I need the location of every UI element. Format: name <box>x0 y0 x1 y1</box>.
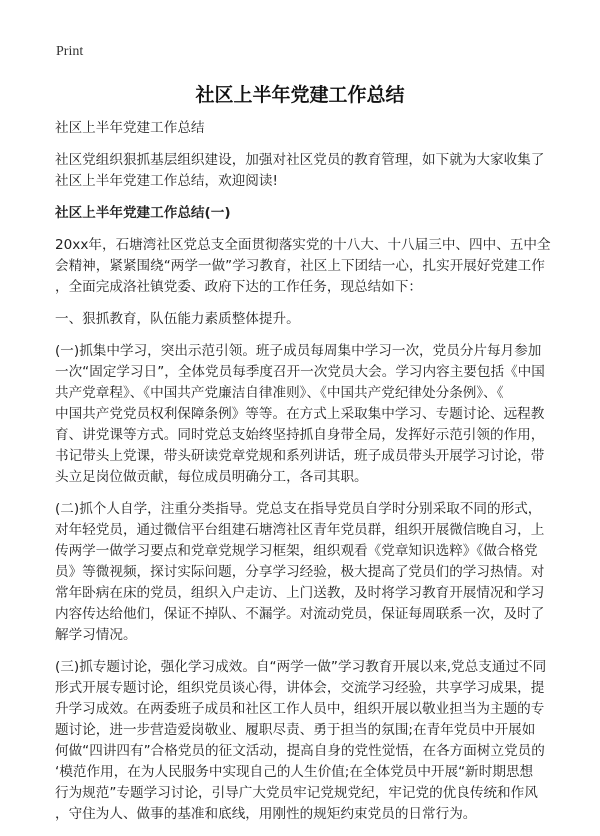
text-line: 常年卧病在床的党员，组织入户走访、上门送教，及时将学习教育开展情况和学习 <box>55 585 545 601</box>
text-line: 一次“固定学习日”，全体党员每季度召开一次党员大会。学习内容主要包括《中国 <box>55 364 545 380</box>
text-line: 传两学一做学习要点和党章党规学习框架，组织观看《党章知识选粹》《做合格党 <box>55 543 538 559</box>
text-line: 内容传达给他们，保证不掉队、不漏学。对流动党员，保证每周联系一次，及时了 <box>55 606 545 622</box>
paragraph <box>55 341 555 488</box>
text-line: 共产党章程》、《中国共产党廉洁自律准则》、《中国共产党纪律处分条例》、《 <box>55 385 504 401</box>
text-line: 育、讲党课等方式。同时党总支始终坚持抓自身带全局，发挥好示范引领的作用， <box>55 427 545 443</box>
text-line: 员》等微视频，探讨实际问题，分享学习经验，极大提高了党员们的学习热情。对 <box>55 564 545 580</box>
text-line: 中国共产党党员权利保障条例》等等。在方式上采取集中学习、专题讨论、远程教 <box>55 406 545 422</box>
text-line: 20xx年，石塘湾社区党总支全面贯彻落实党的十八大、十八届三中、四中、五中全 <box>55 237 551 253</box>
text-line: 形式开展专题讨论，组织党员谈心得，讲体会，交流学习经验，共享学习成果，提 <box>55 680 545 696</box>
paragraph <box>55 309 555 330</box>
text-line: 一、狠抓教育，队伍能力素质整体提升。 <box>55 311 300 327</box>
section-heading <box>55 203 555 224</box>
paragraph <box>55 235 555 298</box>
text-line: (二)抓个人自学，注重分类指导。党总支在指导党员自学时分别采取不同的形式， <box>55 501 542 517</box>
text-line: 升学习成效。在两委班子成员和社区工作人员中，组织开展以敬业担当为主题的专 <box>55 701 545 717</box>
text-line: 何做“四讲四有”合格党员的征文活动，提高自身的党性觉悟，在各方面树立党员的 <box>55 743 545 759</box>
text-line: 头立足岗位做贡献，每位成员明确分工，各司其职。 <box>55 469 368 485</box>
paragraph <box>55 118 555 139</box>
text-line: 行为规范”专题学习讨论，引导广大党员牢记党规党纪，牢记党的优良传统和作风 <box>55 785 538 801</box>
document-title: 社区上半年党建工作总结 <box>195 84 405 106</box>
text-line: 社区上半年党建工作总结 <box>55 120 205 136</box>
text-line: 社区上半年党建工作总结，欢迎阅读! <box>55 173 278 189</box>
text-line: ‘模范作用，在为人民服务中实现自己的人生价值;在全体党员中开展“新时期思想 <box>55 764 534 780</box>
text-line: (一)抓集中学习，突出示范引领。班子成员每周集中学习一次，党员分片每月参加 <box>55 343 542 359</box>
text-line: 社区党组织狠抓基层组织建设，加强对社区党员的教育管理，如下就为大家收集了 <box>55 152 545 168</box>
paragraph <box>55 150 555 192</box>
text-line: 题讨论，进一步营造爱岗敬业、履职尽责、勇于担当的氛围;在青年党员中开展如 <box>55 722 536 738</box>
text-line: 会精神，紧紧围绕“两学一做”学习教育，社区上下团结一心，扎实开展好党建工作 <box>55 258 545 274</box>
text-line: 对年轻党员，通过微信平台组建石塘湾社区青年党员群，组织开展微信晚自习，上 <box>55 522 545 538</box>
print-link[interactable]: Print <box>56 44 84 59</box>
text-line: 解学习情况。 <box>55 627 137 643</box>
document-body <box>55 118 555 836</box>
text-line: (三)抓专题讨论，强化学习成效。自“两学一做”学习教育开展以来,党总支通过不同 <box>55 659 547 675</box>
text-line: 书记带头上党课，带头研读党章党规和系列讲话，班子成员带头开展学习讨论，带 <box>55 448 545 464</box>
text-line: 社区上半年党建工作总结(一) <box>55 205 231 221</box>
text-line: ，全面完成洛社镇党委、政府下达的工作任务，现总结如下： <box>55 279 423 295</box>
paragraph <box>55 657 555 825</box>
paragraph <box>55 499 555 646</box>
text-line: ，守住为人、做事的基准和底线，用刚性的规矩约束党员的日常行为。 <box>55 806 477 822</box>
